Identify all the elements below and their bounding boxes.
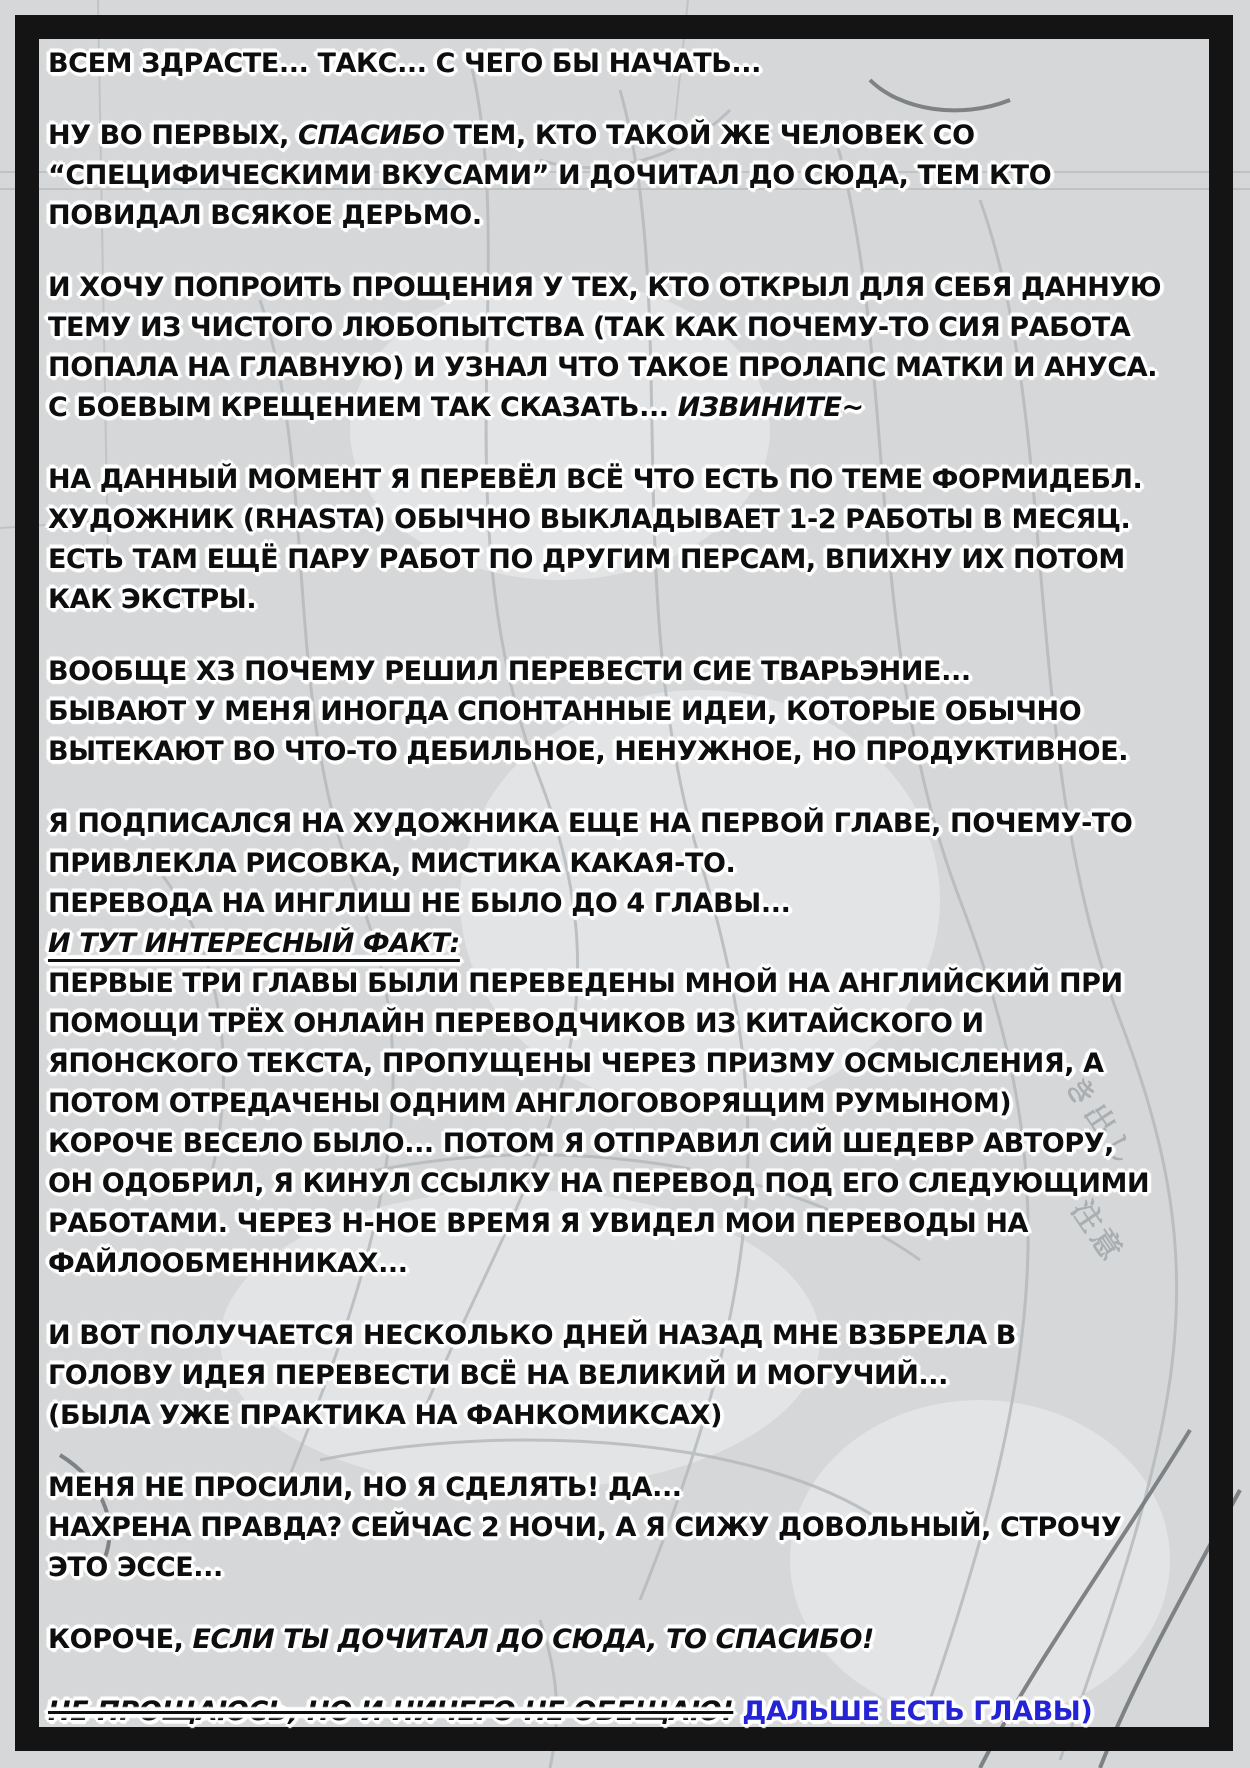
text-line xyxy=(48,804,1208,844)
paragraph xyxy=(48,1468,1208,1588)
text-line xyxy=(48,1044,1208,1084)
text-run: ЕСЛИ ТЫ ДОЧИТАЛ ДО СЮДА, ТО СПАСИБО! xyxy=(192,1624,874,1655)
text-run: ОН ОДОБРИЛ, Я КИНУЛ ССЫЛКУ НА ПЕРЕВОД ПОД ЕГО СЛЕДУЮЩИМИ xyxy=(48,1168,1150,1199)
text-run: И ВОТ ПОЛУЧАЕТСЯ НЕСКОЛЬКО ДНЕЙ НАЗАД МНЕ ВЗБРЕЛА В xyxy=(48,1320,1016,1351)
text-run: КОРОЧЕ, xyxy=(48,1624,193,1655)
text-run: С БОЕВЫМ КРЕЩЕНИЕМ ТАК СКАЗАТЬ... xyxy=(48,392,678,423)
text-run: ЭТО ЭССЕ... xyxy=(48,1552,223,1583)
text-line xyxy=(48,388,1208,428)
text-line xyxy=(48,1084,1208,1124)
paragraph xyxy=(48,652,1208,772)
text-line xyxy=(48,844,1208,884)
text-run: ПОВИДАЛ ВСЯКОЕ ДЕРЬМО. xyxy=(48,200,482,231)
text-line xyxy=(48,348,1208,388)
text-line xyxy=(48,964,1208,1004)
text-run: ИЗВИНИТЕ~ xyxy=(677,392,864,423)
text-line xyxy=(48,116,1208,156)
text-run: КАК ЭКСТРЫ. xyxy=(48,584,257,615)
text-run: ХУДОЖНИК (RHASTA) ОБЫЧНО ВЫКЛАДЫВАЕТ 1-2 РАБОТЫ В МЕСЯЦ. xyxy=(48,504,1131,535)
text-run: НУ ВО ПЕРВЫХ, xyxy=(48,120,299,151)
text-run: ТЕМ, КТО ТАКОЙ ЖЕ ЧЕЛОВЕК СО xyxy=(444,120,975,151)
text-line xyxy=(48,1396,1208,1436)
text-run xyxy=(733,1696,742,1727)
text-run: КОРОЧЕ ВЕСЕЛО БЫЛО... ПОТОМ Я ОТПРАВИЛ СИЙ ШЕДЕВР АВТОРУ, xyxy=(48,1128,1114,1159)
text-line xyxy=(48,1468,1208,1508)
text-line xyxy=(48,268,1208,308)
text-run: НА ДАННЫЙ МОМЕНТ Я ПЕРЕВЁЛ ВСЁ ЧТО ЕСТЬ ПО ТЕМЕ ФОРМИДЕБЛ. xyxy=(48,464,1143,495)
text-line xyxy=(48,732,1208,772)
text-run: НАХРЕНА ПРАВДА? СЕЙЧАС 2 НОЧИ, А Я СИЖУ ДОВОЛЬНЫЙ, СТРОЧУ xyxy=(48,1512,1122,1543)
text-run: ПЕРВЫЕ ТРИ ГЛАВЫ БЫЛИ ПЕРЕВЕДЕНЫ МНОЙ НА АНГЛИЙСКИЙ ПРИ xyxy=(48,968,1123,999)
text-line xyxy=(48,884,1208,924)
text-run: И ХОЧУ ПОПРОИТЬ ПРОЩЕНИЯ У ТЕХ, КТО ОТКРЫЛ ДЛЯ СЕБЯ ДАННУЮ xyxy=(48,272,1162,303)
text-run: (БЫЛА УЖЕ ПРАКТИКА НА ФАНКОМИКСАХ) xyxy=(48,1400,723,1431)
text-line xyxy=(48,1620,1208,1660)
text-run: ПОМОЩИ ТРЁХ ОНЛАЙН ПЕРЕВОДЧИКОВ ИЗ КИТАЙСКОГО И xyxy=(48,1008,984,1039)
text-line xyxy=(48,44,1208,84)
text-run: ВЫТЕКАЮТ ВО ЧТО-ТО ДЕБИЛЬНОЕ, НЕНУЖНОЕ, НО ПРОДУКТИВНОЕ. xyxy=(48,736,1129,767)
sketch-kanji-note: 注意 xyxy=(1063,1193,1131,1270)
text-run: ПОПАЛА НА ГЛАВНУЮ) И УЗНАЛ ЧТО ТАКОЕ ПРОЛАПС МАТКИ И АНУСА. xyxy=(48,352,1158,383)
paragraph xyxy=(48,1316,1208,1436)
text-line xyxy=(48,652,1208,692)
text-line xyxy=(48,692,1208,732)
text-line xyxy=(48,540,1208,580)
text-line xyxy=(48,196,1208,236)
text-run: МЕНЯ НЕ ПРОСИЛИ, НО Я СДЕЛЯТЬ! ДА... xyxy=(48,1472,682,1503)
text-line xyxy=(48,1204,1208,1244)
text-run: ЯПОНСКОГО ТЕКСТА, ПРОПУЩЕНЫ ЧЕРЕЗ ПРИЗМУ ОСМЫСЛЕНИЯ, А xyxy=(48,1048,1104,1079)
text-line xyxy=(48,1004,1208,1044)
text-line xyxy=(48,156,1208,196)
text-run: ТЕМУ ИЗ ЧИСТОГО ЛЮБОПЫТСТВА (ТАК КАК ПОЧЕМУ-ТО СИЯ РАБОТА xyxy=(48,312,1131,343)
text-line xyxy=(48,460,1208,500)
text-run: “СПЕЦИФИЧЕСКИМИ ВКУСАМИ” И ДОЧИТАЛ ДО СЮДА, ТЕМ КТО xyxy=(48,160,1052,191)
text-line xyxy=(48,1164,1208,1204)
text-run: ПОТОМ ОТРЕДАЧЕНЫ ОДНИМ АНГЛОГОВОРЯЩИМ РУМЫНОМ) xyxy=(48,1088,1012,1119)
sketch-kanji-note: き出し xyxy=(1057,1069,1144,1175)
text-run: ВООБЩЕ ХЗ ПОЧЕМУ РЕШИЛ ПЕРЕВЕСТИ СИЕ ТВАРЬЭНИЕ... xyxy=(48,656,971,687)
text-line xyxy=(48,1548,1208,1588)
paragraph xyxy=(48,460,1208,620)
paragraph xyxy=(48,1620,1208,1660)
text-run: НЕ ПРОЩАЮСЬ, НО И НИЧЕГО НЕ ОБЕЩАЮ! xyxy=(48,1696,734,1727)
paragraph xyxy=(48,804,1208,1284)
text-run: ПРИВЛЕКЛА РИСОВКА, МИСТИКА КАКАЯ-ТО. xyxy=(48,848,736,879)
text-line xyxy=(48,924,1208,964)
text-run: ЕСТЬ ТАМ ЕЩЁ ПАРУ РАБОТ ПО ДРУГИМ ПЕРСАМ, ВПИХНУ ИХ ПОТОМ xyxy=(48,544,1125,575)
text-line xyxy=(48,1692,1208,1732)
text-run: И ТУТ ИНТЕРЕСНЫЙ ФАКТ: xyxy=(48,928,460,959)
text-run: ГОЛОВУ ИДЕЯ ПЕРЕВЕСТИ ВСЁ НА ВЕЛИКИЙ И МОГУЧИЙ... xyxy=(48,1360,948,1391)
paragraph xyxy=(48,268,1208,428)
paragraph xyxy=(48,116,1208,236)
text-run: ВСЕМ ЗДРАСТЕ... ТАКС... С ЧЕГО БЫ НАЧАТЬ... xyxy=(48,48,761,79)
text-run: РАБОТАМИ. ЧЕРЕЗ Н-НОЕ ВРЕМЯ Я УВИДЕЛ МОИ ПЕРЕВОДЫ НА xyxy=(48,1208,1029,1239)
text-run: БЫВАЮТ У МЕНЯ ИНОГДА СПОНТАННЫЕ ИДЕИ, КОТОРЫЕ ОБЫЧНО xyxy=(48,696,1082,727)
text-run: Я ПОДПИСАЛСЯ НА ХУДОЖНИКА ЕЩЕ НА ПЕРВОЙ ГЛАВЕ, ПОЧЕМУ-ТО xyxy=(48,808,1133,839)
note-text xyxy=(48,44,1208,1764)
text-run: ФАЙЛООБМЕННИКАХ... xyxy=(48,1248,408,1279)
text-line xyxy=(48,580,1208,620)
text-line xyxy=(48,1316,1208,1356)
text-line xyxy=(48,500,1208,540)
text-run: СПАСИБО xyxy=(298,120,445,151)
paragraph xyxy=(48,44,1208,84)
next-chapters-note: ДАЛЬШЕ ЕСТЬ ГЛАВЫ) xyxy=(742,1696,1093,1727)
paragraph xyxy=(48,1692,1208,1732)
text-line xyxy=(48,308,1208,348)
text-line xyxy=(48,1124,1208,1164)
text-line xyxy=(48,1244,1208,1284)
text-line xyxy=(48,1356,1208,1396)
text-line xyxy=(48,1508,1208,1548)
text-run: ПЕРЕВОДА НА ИНГЛИШ НЕ БЫЛО ДО 4 ГЛАВЫ... xyxy=(48,888,791,919)
